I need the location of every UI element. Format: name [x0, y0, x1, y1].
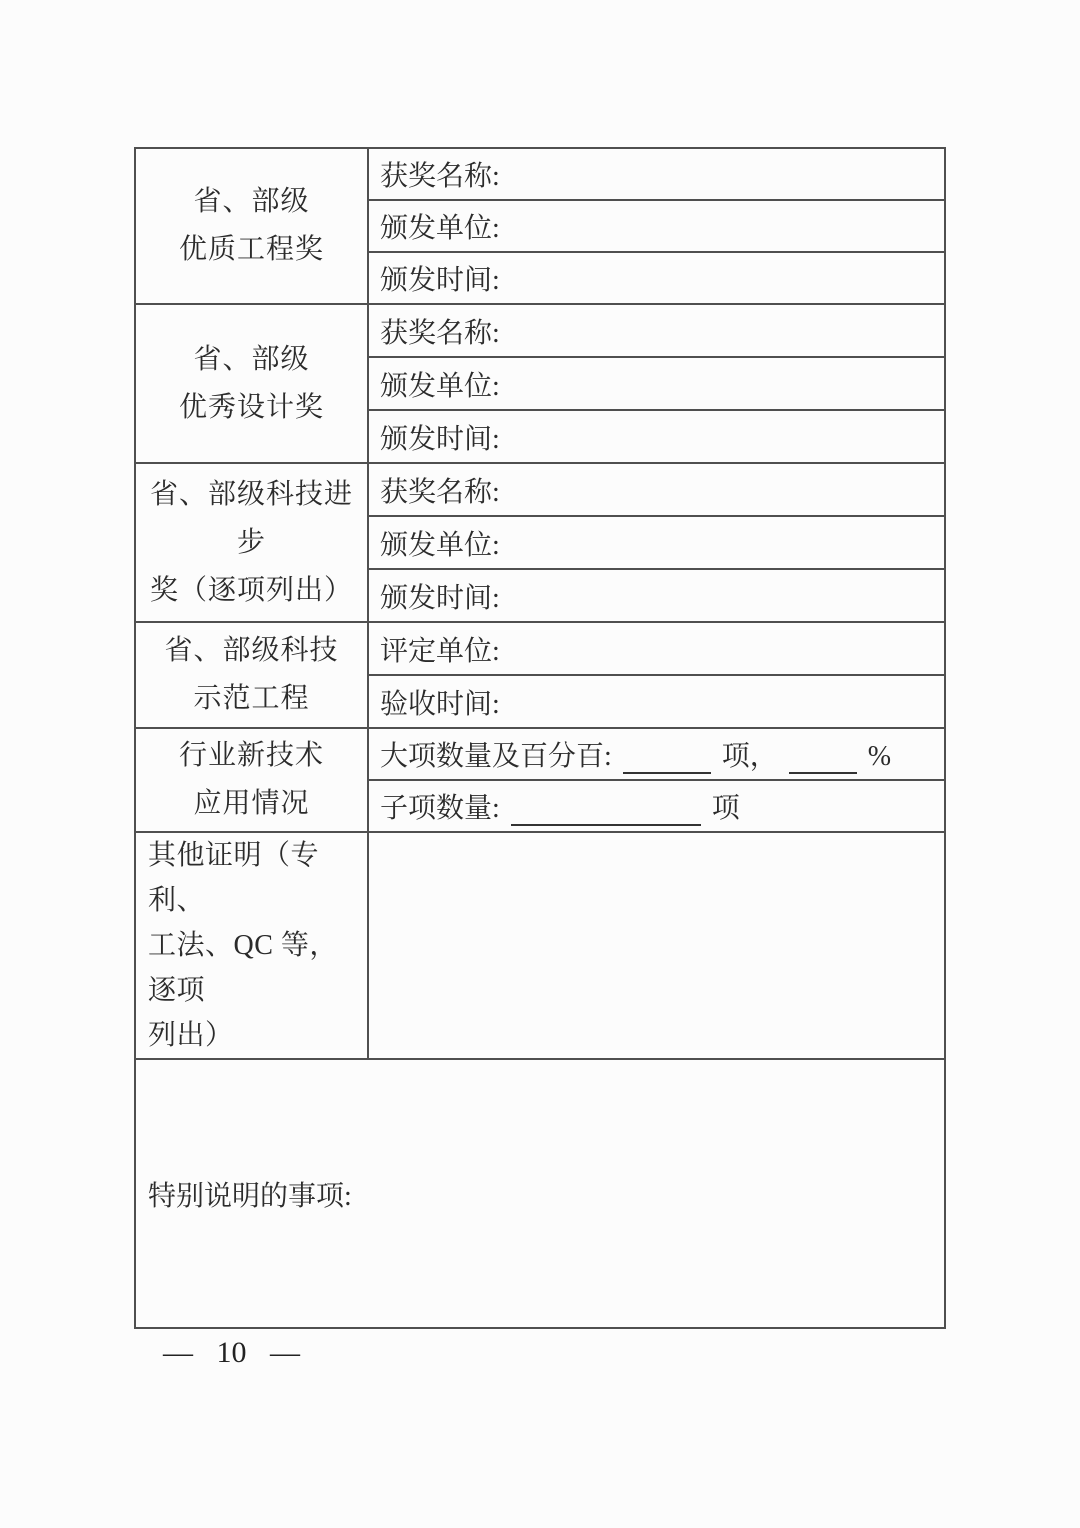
field-award-name: 获奖名称:	[368, 304, 945, 357]
field-issue-date: 颁发时间:	[368, 410, 945, 463]
group-label-quality-project-award	[135, 148, 368, 304]
field-assessment-unit: 评定单位:	[368, 622, 945, 675]
field-issue-date: 颁发时间:	[368, 569, 945, 622]
field-award-name: 获奖名称:	[368, 463, 945, 516]
sub-items-label: 子项数量:	[380, 793, 500, 824]
field-acceptance-date: 验收时间:	[368, 675, 945, 728]
group-label-line: 行业新技术	[178, 740, 324, 771]
percentage-unit: %	[867, 741, 892, 772]
group-label-line: 优秀设计奖	[178, 391, 324, 423]
blank-underline-percentage	[789, 744, 857, 774]
group-label-excellent-design-award	[135, 304, 368, 463]
special-note-cell: 特别说明的事项:	[135, 1059, 945, 1328]
blank-underline-sub-count	[511, 796, 701, 826]
field-issuing-unit: 颁发单位:	[368, 516, 945, 569]
field-other-proof-value	[368, 832, 945, 1059]
group-label-line: 工法、QC 等，逐项	[148, 930, 338, 1006]
awards-form-table	[134, 147, 946, 1329]
group-label-line: 省、部级科技	[164, 635, 339, 666]
group-label-new-tech-application	[135, 728, 368, 832]
group-label-other-proof	[135, 832, 368, 1059]
group-label-line: 示范工程	[193, 683, 310, 714]
group-label-line: 省、部级	[193, 186, 310, 217]
blank-underline-major-count	[623, 744, 711, 774]
field-sub-items-count	[368, 780, 945, 832]
group-label-line: 其他证明（专利、	[148, 840, 320, 916]
group-label-line: 列出）	[148, 1020, 234, 1051]
group-label-line: 优质工程奖	[178, 234, 324, 265]
page-number: — 10 —	[163, 1336, 300, 1369]
group-label-line: 奖（逐项列出）	[149, 574, 353, 606]
sub-items-unit: 项	[711, 793, 740, 824]
group-label-line: 省、部级	[193, 343, 310, 375]
group-label-sci-tech-demo-project	[135, 622, 368, 728]
field-issue-date: 颁发时间:	[368, 252, 945, 304]
group-label-sci-tech-progress-award	[135, 463, 368, 622]
group-label-line: 省、部级科技进步	[149, 478, 353, 558]
group-label-line: 应用情况	[193, 788, 310, 819]
major-items-unit: 项，	[721, 741, 778, 772]
field-issuing-unit: 颁发单位:	[368, 200, 945, 252]
field-issuing-unit: 颁发单位:	[368, 357, 945, 410]
field-major-items-count	[368, 728, 945, 780]
field-award-name: 获奖名称:	[368, 148, 945, 200]
major-items-label: 大项数量及百分百:	[380, 741, 612, 772]
